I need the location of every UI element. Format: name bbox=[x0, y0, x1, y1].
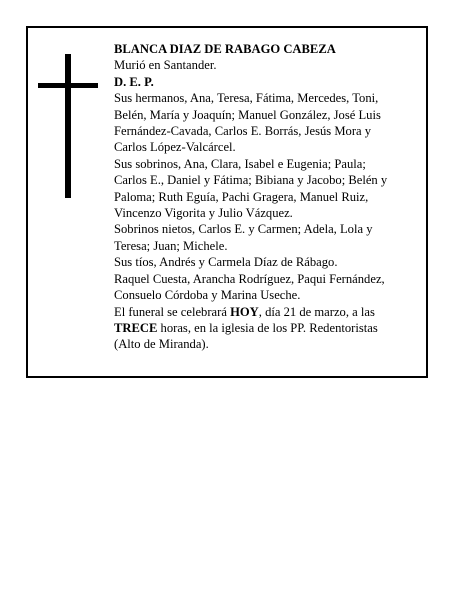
cross-icon bbox=[38, 54, 98, 198]
family-line: Carlos E., Daniel y Fátima; Bibiana y Jacobo; Belén y bbox=[114, 173, 388, 188]
family-line: Sobrinos nietos, Carlos E. y Carmen; Adela, Lola y bbox=[114, 222, 373, 237]
rest-in-peace: D. E. P. bbox=[114, 74, 154, 89]
family-line: Belén, María y Joaquín; Manuel González, José Luis bbox=[114, 107, 381, 122]
family-line: Raquel Cuesta, Arancha Rodríguez, Paqui Fernández, bbox=[114, 271, 385, 286]
family-line: Teresa; Juan; Michele. bbox=[114, 238, 228, 253]
family-line: Consuelo Córdoba y Marina Useche. bbox=[114, 288, 301, 303]
deceased-name: BLANCA DIAZ DE RABAGO CABEZA bbox=[114, 42, 336, 56]
obituary-notice bbox=[26, 26, 428, 378]
cross-vertical-bar bbox=[65, 54, 71, 198]
cross-horizontal-bar bbox=[38, 83, 98, 88]
family-line: Sus sobrinos, Ana, Clara, Isabel e Eugenia; Paula; bbox=[114, 156, 366, 171]
notice-text bbox=[114, 41, 414, 353]
family-line: Carlos López-Valcárcel. bbox=[114, 140, 236, 155]
funeral-line-2: TRECE horas, en la iglesia de los PP. Redentoristas bbox=[114, 320, 378, 335]
funeral-line-3: (Alto de Miranda). bbox=[114, 337, 209, 352]
family-line: Vincenzo Vigorita y Julio Vázquez. bbox=[114, 206, 293, 221]
family-line: Paloma; Ruth Eguía, Pachi Gragera, Manuel Ruiz, bbox=[114, 189, 369, 204]
family-line: Sus tíos, Andrés y Carmela Díaz de Rábago. bbox=[114, 255, 338, 270]
funeral-line-1: El funeral se celebrará HOY, día 21 de marzo, a las bbox=[114, 304, 375, 319]
family-line: Fernández-Cavada, Carlos E. Borrás, Jesús Mora y bbox=[114, 124, 372, 139]
family-line: Sus hermanos, Ana, Teresa, Fátima, Mercedes, Toni, bbox=[114, 91, 379, 106]
death-place: Murió en Santander. bbox=[114, 58, 217, 73]
